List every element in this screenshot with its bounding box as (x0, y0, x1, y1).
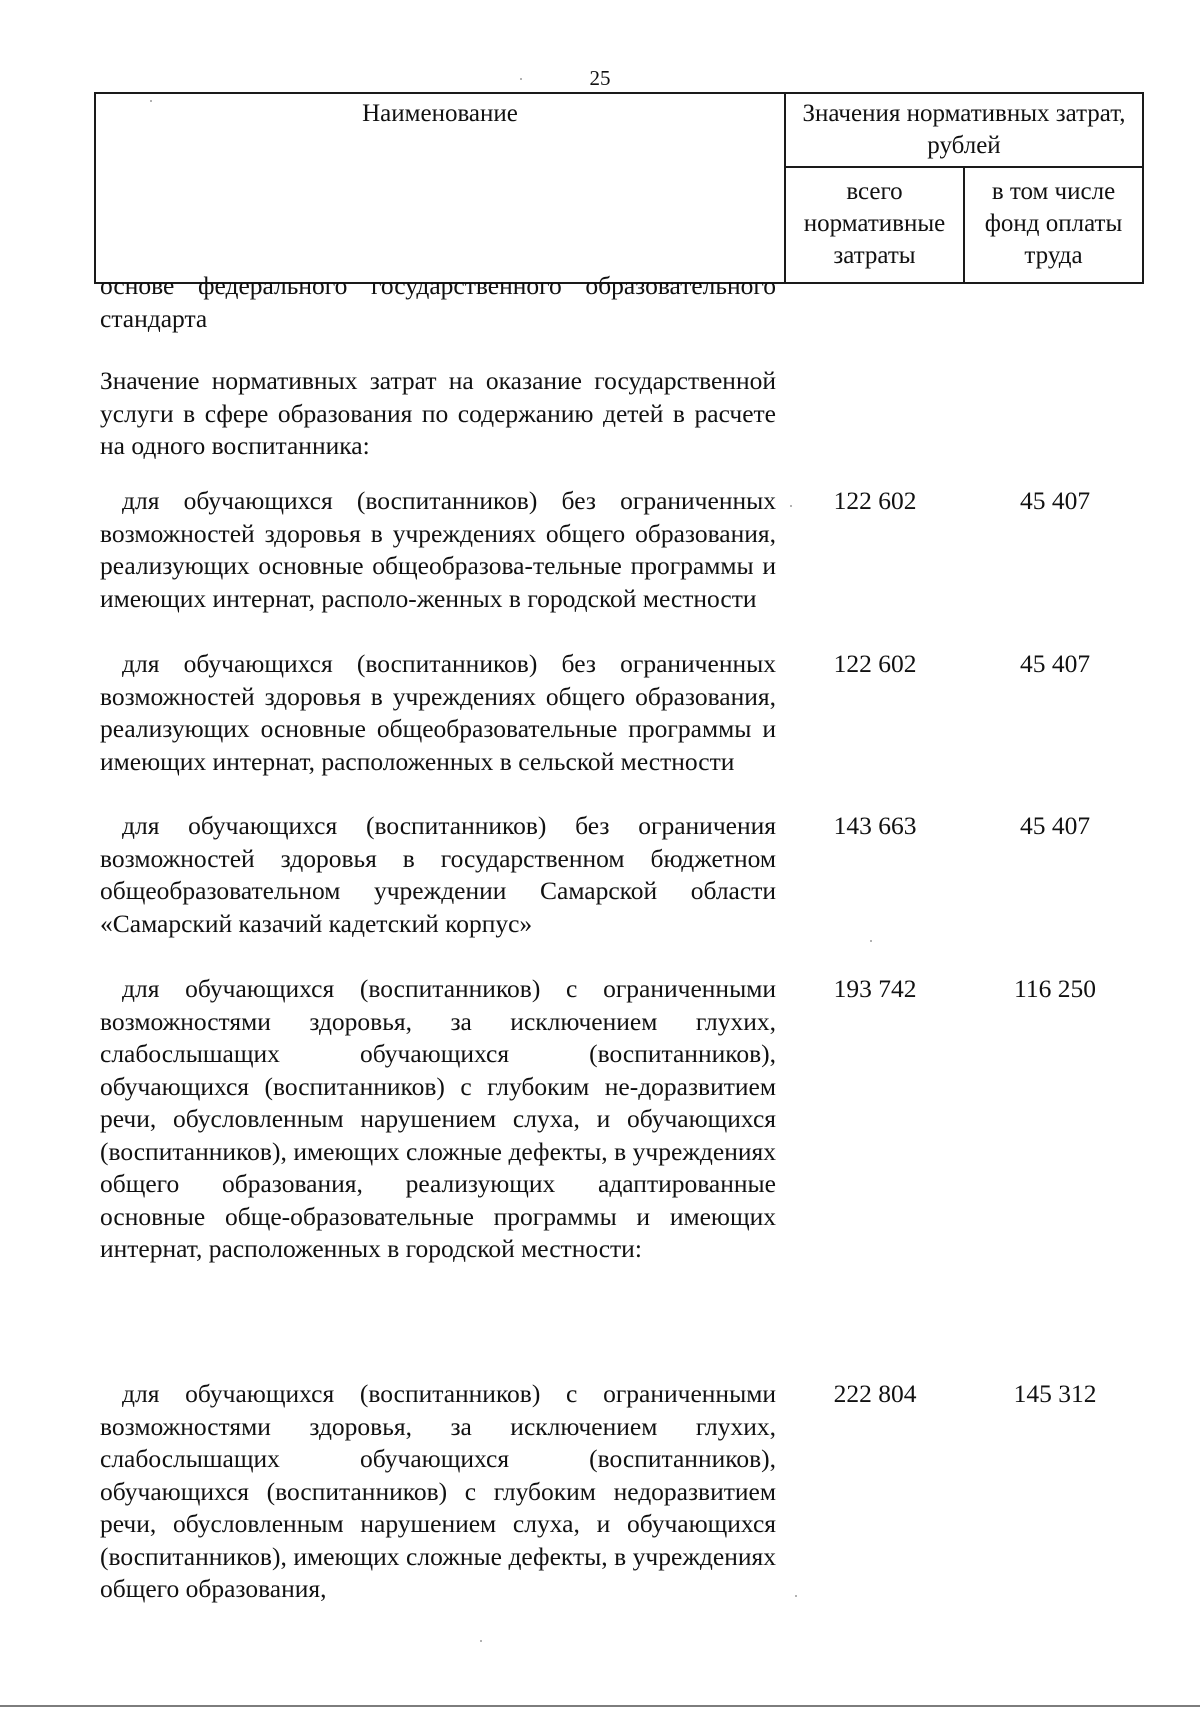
table-row-text: для обучающихся (воспитанников) без ограничения возможностей здоровья в государственном бюджетном общеобразовательном учреждении Самарской области «Самарский казачий кадетский корпус» (100, 811, 776, 938)
section-heading: Значение нормативных затрат на оказание государственной услуги в сфере образования по содержанию детей в расчете на одного воспитанника: (100, 366, 776, 460)
row-total-value: 122 602 (833, 649, 917, 678)
row-fund-value: 45 407 (1019, 486, 1091, 515)
table-row-text: для обучающихся (воспитанников) без ограниченных возможностей здоровья в учреждениях общего образования, реализующих основные общеобразова-тельные программы и имеющих интернат, располо-женных в городской местности (100, 486, 776, 613)
table-header (94, 92, 1144, 284)
scan-speck (790, 505, 792, 507)
row-fund-value: 145 312 (1013, 1379, 1097, 1408)
scan-speck (480, 1640, 482, 1642)
row-total-value: 143 663 (833, 811, 917, 840)
column-header-total: всего нормативные затраты (785, 167, 964, 283)
column-header-fund: в том числе фонд оплаты труда (964, 167, 1143, 283)
row-total-value: 193 742 (833, 974, 917, 1003)
row-total-value: 222 804 (833, 1379, 917, 1408)
row-fund-value: 45 407 (1019, 649, 1091, 678)
table-row-text: для обучающихся (воспитанников) с ограниченными возможностями здоровья, за исключением глухих, слабослышащих обучающихся (воспитанников), обучающихся (воспитанников) с глубоким не-доразвитием речи, обусловленным нарушением слуха, и обучающихся (воспитанников), имеющих сложные дефекты, в учреждениях общего образования, реализующих адаптированные основные обще-образовательные программы и имеющих интернат, расположенных в городской местности: (100, 974, 776, 1263)
table-row-text: для обучающихся (воспитанников) с ограниченными возможностями здоровья, за исключением глухих, слабослышащих обучающихся (воспитанников), обучающихся (воспитанников) с глубоким недоразвитием речи, обусловленным нарушением слуха, и обучающихся (воспитанников), имеющих сложные дефекты, в учреждениях общего образования, (100, 1379, 776, 1603)
scan-speck (795, 1595, 797, 1597)
column-header-values: Значения нормативных затрат, рублей (785, 93, 1143, 167)
scan-speck (150, 100, 152, 102)
scan-speck (520, 78, 522, 80)
row-fund-value: 116 250 (1014, 974, 1096, 1003)
table-row-text: для обучающихся (воспитанников) без ограниченных возможностей здоровья в учреждениях общего образования, реализующих основные общеобразовательные программы и имеющих интернат, расположенных в сельской местности (100, 649, 776, 776)
page-number: 25 (589, 66, 611, 90)
column-header-name: Наименование (95, 93, 785, 283)
continuation-text: основе федерального государственного образовательного стандарта (100, 271, 776, 333)
row-total-value: 122 602 (833, 486, 917, 515)
bottom-scan-edge (0, 1705, 1200, 1707)
row-fund-value: 45 407 (1019, 811, 1091, 840)
scan-speck (870, 940, 872, 942)
